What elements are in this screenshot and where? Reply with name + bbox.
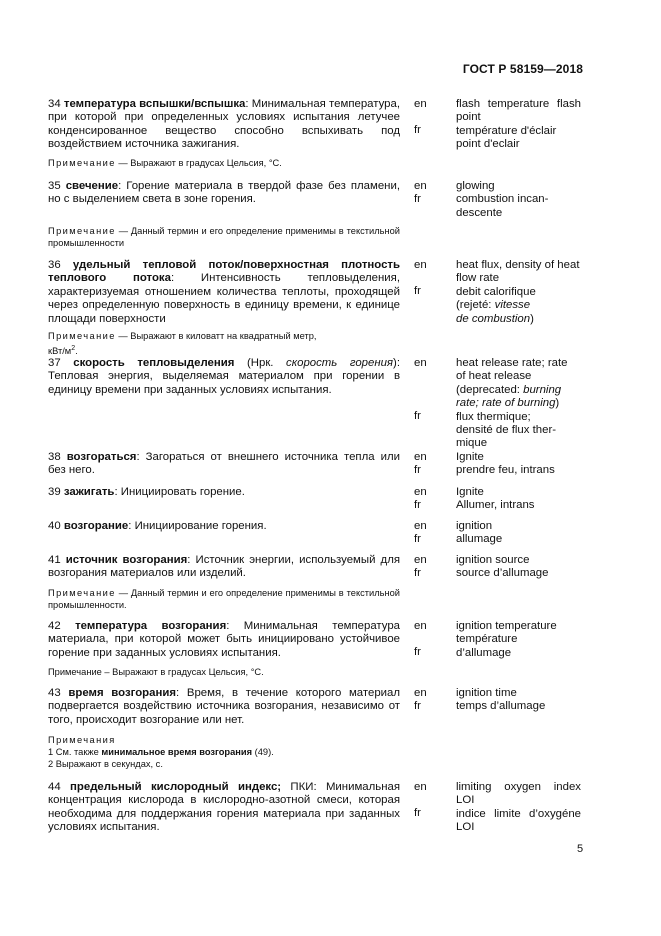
entry-equivalents: Ignite prendre feu, intrans bbox=[456, 451, 555, 477]
entry-definition: 42 температура возгорания: Минимальная температура материала, при которой может быть инициировано устойчивое горение при заданных условиях испытания. bbox=[48, 620, 400, 659]
entry-term: скорость тепловыделения bbox=[73, 357, 235, 369]
entry-equivalents: Ignite Allumer, intrans bbox=[456, 486, 535, 512]
entry-languages: en fr bbox=[414, 486, 427, 512]
document-header: ГОСТ Р 58159—2018 bbox=[462, 62, 583, 76]
entry-equivalents: ignition time temps d’allumage bbox=[456, 687, 546, 713]
entry-definition: 34 температура вспышки/вспышка: Минимальная температура, при которой при определенных условиях испытания летучее конденсированное вещество способно вспыхивать под воздействием источника зажигания. bbox=[48, 98, 400, 151]
entry-term: время возгорания bbox=[68, 687, 176, 699]
entry-term: возгораться bbox=[66, 451, 137, 463]
entry-note: Примечание – Выражают в градусах Цельсия, °С. bbox=[48, 667, 264, 677]
entry-definition: 40 возгорание: Инициирование горения. bbox=[48, 520, 267, 532]
entry-languages: en fr bbox=[414, 781, 427, 820]
entry-equivalents: ignition allumage bbox=[456, 520, 503, 546]
entry-term: удельный тепловой поток/поверхностная плотность теплового потока bbox=[48, 259, 400, 285]
entry-term: зажигать bbox=[63, 486, 115, 498]
entry-equivalents: glowing combustion incan- descente bbox=[456, 180, 549, 219]
entry-definition: 35 свечение: Горение материала в твердой фазе без пламени, но с выделением света в зоне горения. bbox=[48, 180, 400, 206]
entry-languages: en fr bbox=[414, 554, 427, 580]
entry-definition: 44 предельный кислородный индекс; ПКИ: Минимальная концентрация кислорода в кислородно-азотной смеси, которая необходима для поддержания горения материала при заданных условиях испытания. bbox=[48, 781, 400, 834]
entry-languages: en fr bbox=[414, 98, 427, 137]
entry-term: температура возгорания bbox=[75, 620, 227, 632]
entry-languages: en fr bbox=[414, 180, 427, 206]
entry-equivalents: ignition source source d’allumage bbox=[456, 554, 549, 580]
page-number: 5 bbox=[577, 843, 584, 855]
entry-equivalents: ignition temperature température d’allumage bbox=[456, 620, 557, 659]
entry-term: источник возгорания bbox=[65, 554, 188, 566]
entry-term: температура вспышки/вспышка bbox=[63, 98, 246, 110]
entry-equivalents: flash temperature flash point température d'éclair point d'eclair bbox=[456, 98, 581, 151]
entry-languages: en fr bbox=[414, 620, 427, 659]
entry-languages: en fr bbox=[414, 520, 427, 546]
entry-definition: 38 возгораться: Загораться от внешнего источника тепла или без него. bbox=[48, 451, 400, 477]
entry-languages: en fr bbox=[414, 687, 427, 713]
entry-languages: en fr bbox=[414, 451, 427, 477]
entry-equivalents: heat release rate; rate of heat release (deprecated: burning rate; rate of burning) flux thermique; densité de flux ther- mique bbox=[456, 357, 568, 450]
entry-equivalents: limiting oxygen index LOI indice limite d’oxygéne LOI bbox=[456, 781, 581, 834]
entry-definition: 37 скорость тепловыделения (Нрк. скорость горения): Тепловая энергия, выделяемая материалом при горении в единицу времени при заданных условиях испытания. bbox=[48, 357, 400, 396]
entry-term: предельный кислородный индекс; bbox=[70, 781, 282, 793]
entry-notes: Примечания 1 См. также минимальное время возгорания (49). 2 Выражают в секундах, с. bbox=[48, 735, 274, 769]
entry-definition: 43 время возгорания: Время, в течение которого материал подвергается воздействию источника возгорания, независимо от того, происходит возгорание или нет. bbox=[48, 687, 400, 726]
entry-term: свечение bbox=[65, 180, 119, 192]
entry-note: Примечание — Выражают в градусах Цельсия, °С. bbox=[48, 158, 282, 168]
entry-languages: en fr bbox=[414, 259, 427, 298]
entry-definition: 39 зажигать: Инициировать горение. bbox=[48, 486, 245, 498]
entry-definition: 36 удельный тепловой поток/поверхностная плотность теплового потока: Интенсивность тепловыделения, характеризуемая отношением количества теплоты, проходящей через определенную поверхность в единицу времени, к единице площади поверхности bbox=[48, 259, 400, 325]
entry-note: Примечание — Данный термин и его определение применимы в текстильной промышленности. bbox=[48, 588, 400, 610]
entry-term: возгорание bbox=[63, 520, 129, 532]
entry-definition: 41 источник возгорания: Источник энергии, используемый для возгорания материалов или изделий. bbox=[48, 554, 401, 580]
entry-languages: en fr bbox=[414, 357, 427, 423]
entry-note: Примечание — Выражают в киловатт на квадратный метр, кВт/$м^2$. bbox=[48, 331, 317, 356]
entry-note: Примечание — Данный термин и его определение применимы в текстильной промышленности bbox=[48, 226, 400, 248]
entry-equivalents: heat flux, density of heat flow rate debit calorifique (rejeté: vitesse de combustion) bbox=[456, 259, 580, 325]
